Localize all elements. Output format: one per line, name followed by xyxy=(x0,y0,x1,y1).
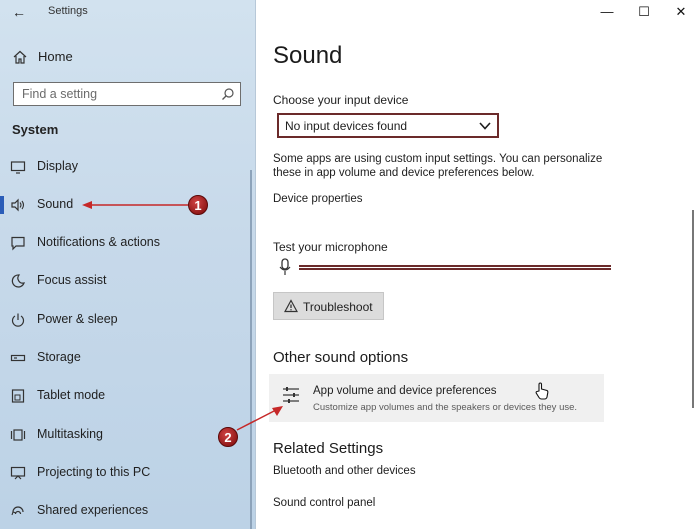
display-icon xyxy=(10,159,26,175)
input-device-value: No input devices found xyxy=(285,119,408,133)
notifications-icon xyxy=(10,235,26,251)
close-button[interactable]: ✕ xyxy=(675,4,687,19)
back-arrow-icon[interactable]: ← xyxy=(12,4,26,20)
sidebar-item-tablet-mode[interactable] xyxy=(0,381,250,411)
sound-control-panel-link[interactable]: Sound control panel xyxy=(273,497,376,509)
sidebar-item-notifications[interactable] xyxy=(0,228,250,258)
custom-input-text: Some apps are using custom input settings. You can personalize these in app volume and device preferences below. xyxy=(273,153,603,179)
content-scrollbar[interactable] xyxy=(692,210,694,408)
minimize-button[interactable]: — xyxy=(600,4,614,19)
search-box[interactable] xyxy=(13,82,241,106)
sliders-icon xyxy=(281,384,301,406)
sidebar-item-storage[interactable] xyxy=(0,343,250,373)
sidebar xyxy=(0,0,256,529)
app-volume-description: Customize app volumes and the speakers or devices they use. xyxy=(313,402,578,413)
sidebar-item-focus-assist[interactable] xyxy=(0,266,250,296)
multitasking-icon xyxy=(10,427,26,443)
mic-level-bar xyxy=(299,265,611,270)
sidebar-item-label: Notifications & actions xyxy=(37,235,160,249)
microphone-icon xyxy=(279,258,291,276)
shared-icon xyxy=(10,503,26,519)
chevron-down-icon xyxy=(479,121,491,131)
content-pane xyxy=(257,0,698,529)
maximize-button[interactable]: ☐ xyxy=(638,4,650,19)
search-icon xyxy=(221,87,235,101)
storage-icon xyxy=(10,350,26,366)
sidebar-item-label: Storage xyxy=(37,350,81,364)
troubleshoot-button[interactable] xyxy=(273,292,384,320)
other-sound-options-heading: Other sound options xyxy=(273,349,409,366)
sidebar-item-label: Sound xyxy=(37,197,74,211)
sidebar-item-label: Focus assist xyxy=(37,273,107,287)
sidebar-item-sound[interactable] xyxy=(0,190,250,220)
sidebar-item-multitasking[interactable] xyxy=(0,420,250,450)
sidebar-item-label: Multitasking xyxy=(37,427,103,441)
sidebar-scrollbar[interactable] xyxy=(250,170,252,529)
annotation-badge-1: 1 xyxy=(188,195,208,215)
warning-icon xyxy=(284,299,298,313)
sidebar-item-label: Power & sleep xyxy=(37,312,118,326)
annotation-badge-2: 2 xyxy=(218,427,238,447)
sidebar-item-shared-experiences[interactable] xyxy=(0,496,250,526)
power-icon xyxy=(10,312,26,328)
sidebar-item-label: Display xyxy=(37,159,78,173)
sidebar-item-projecting[interactable] xyxy=(0,458,250,488)
home-label: Home xyxy=(38,49,73,64)
hand-cursor-icon xyxy=(535,382,549,400)
related-settings-heading: Related Settings xyxy=(273,440,384,457)
page-title: Sound xyxy=(273,42,343,69)
sidebar-item-power-sleep[interactable] xyxy=(0,305,250,335)
input-device-label: Choose your input device xyxy=(273,93,409,107)
troubleshoot-label: Troubleshoot xyxy=(303,300,373,314)
device-properties-link[interactable]: Device properties xyxy=(273,193,363,205)
titlebar-left xyxy=(0,0,256,26)
speaker-icon xyxy=(10,197,26,213)
moon-icon xyxy=(10,273,26,289)
bluetooth-devices-link[interactable]: Bluetooth and other devices xyxy=(273,465,416,477)
search-placeholder: Find a setting xyxy=(22,87,98,101)
section-title: System xyxy=(12,122,59,137)
home-icon xyxy=(12,49,28,65)
test-mic-label: Test your microphone xyxy=(273,240,388,254)
app-volume-preferences-item[interactable] xyxy=(269,374,604,422)
input-device-dropdown[interactable] xyxy=(277,113,499,138)
app-title: Settings xyxy=(48,5,88,17)
app-volume-title: App volume and device preferences xyxy=(313,385,497,397)
sidebar-item-label: Shared experiences xyxy=(37,503,149,517)
sidebar-item-display[interactable] xyxy=(0,152,250,182)
sidebar-item-label: Projecting to this PC xyxy=(37,465,151,479)
projecting-icon xyxy=(10,465,26,481)
sidebar-item-label: Tablet mode xyxy=(37,388,106,402)
tablet-icon xyxy=(10,388,26,404)
sidebar-item-home[interactable] xyxy=(0,44,250,70)
